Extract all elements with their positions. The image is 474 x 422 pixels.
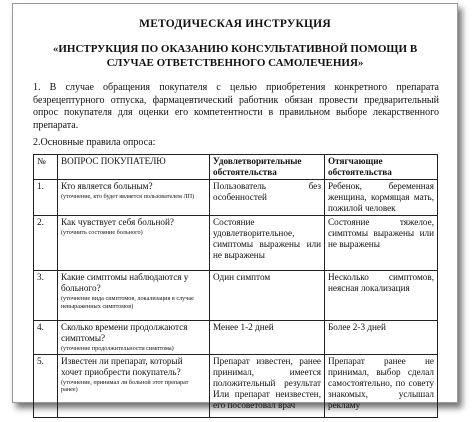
table-row	[34, 180, 438, 216]
row-num: 4.	[34, 321, 58, 355]
header-num: №	[34, 155, 58, 180]
row-question: Как чувствует себя больной?	[61, 217, 174, 227]
row-aggravating: Ребенок, беременная женщина, кормящая мать, пожилой человек	[325, 180, 438, 216]
header-favorable: Удовлетворительные обстоятельства	[210, 155, 325, 180]
row-question-cell	[58, 354, 210, 417]
row-note: (уточнение продолжительности симптома)	[61, 345, 174, 352]
row-aggravating: Более 2-3 дней	[325, 321, 438, 355]
row-note: (уточнить состояние больного)	[61, 229, 143, 236]
row-question: Кто является больным?	[61, 181, 153, 191]
document-title: МЕТОДИЧЕСКАЯ ИНСТРУКЦИЯ	[139, 18, 331, 30]
table-row	[34, 216, 438, 271]
row-favorable: Состояние удовлетворительное, симптомы выражены или не выражены	[210, 216, 325, 271]
row-favorable: Препарат известен, ранее принимал, имеется положительный результат Или препарат неизвестен, его посоветовал врач	[210, 354, 325, 417]
row-question-cell	[58, 216, 210, 271]
row-note: (уточнение, кто будет является пользователем ЛП)	[61, 193, 195, 200]
row-question-cell	[58, 321, 210, 355]
row-question-cell	[58, 271, 210, 321]
table-row	[34, 321, 438, 355]
row-question: Известен ли препарат, который хочет приобрести покупатель?	[61, 355, 183, 377]
row-question: Какие симптомы наблюдаются у больного?	[61, 272, 189, 293]
table-header-row	[34, 155, 438, 180]
row-num: 2.	[34, 216, 58, 271]
row-num: 1.	[34, 180, 58, 216]
document-subtitle: «ИНСТРУКЦИЯ ПО ОКАЗАНИЮ КОНСУЛЬТАТИВНОЙ ПОМОЩИ В СЛУЧАЕ ОТВЕТСТВЕННОГО САМОЛЕЧЕНИЯ»	[52, 43, 418, 69]
row-note: (уточнение вида симптомов, локализация в случае невыраженных симптомов)	[61, 295, 194, 310]
paragraph-2: 2.Основные правила опроса:	[33, 137, 156, 148]
row-aggravating: Состояние тяжелое, симптомы выражены или не выражены	[325, 216, 438, 271]
header-question: ВОПРОС ПОКУПАТЕЛЮ	[58, 155, 210, 180]
row-aggravating: Несколько симптомов, неясная локализация	[325, 271, 438, 321]
document-page	[12, 3, 458, 410]
row-favorable: Один симптом	[210, 271, 325, 321]
row-favorable: Менее 1-2 дней	[210, 321, 325, 355]
row-question-cell	[58, 180, 210, 216]
row-note: (уточнение, принимал ли больной этот препарат ранее)	[61, 378, 189, 393]
table-row	[34, 271, 438, 321]
row-question: Сколько времени продолжаются симптомы?	[61, 322, 188, 343]
paragraph-1: 1. В случае обращения покупателя с целью приобретения конкретного препарата безрецептурного отпуска, фармацевтический работник обязан провести предварительный опрос покупателя для оценки его компетентности в правильном выборе лекарственного препарата.	[33, 82, 439, 131]
row-num: 3.	[34, 271, 58, 321]
row-favorable: Пользователь без особенностей	[210, 180, 325, 216]
header-aggravating: Отягчающие обстоятельства	[325, 155, 438, 180]
survey-rules-table	[33, 154, 438, 418]
row-aggravating: Препарат ранее не принимал, выбор сделал самостоятельно, по совету знакомых, услышал рекламу	[325, 354, 438, 417]
row-num: 5.	[34, 354, 58, 417]
table-row	[34, 354, 438, 417]
